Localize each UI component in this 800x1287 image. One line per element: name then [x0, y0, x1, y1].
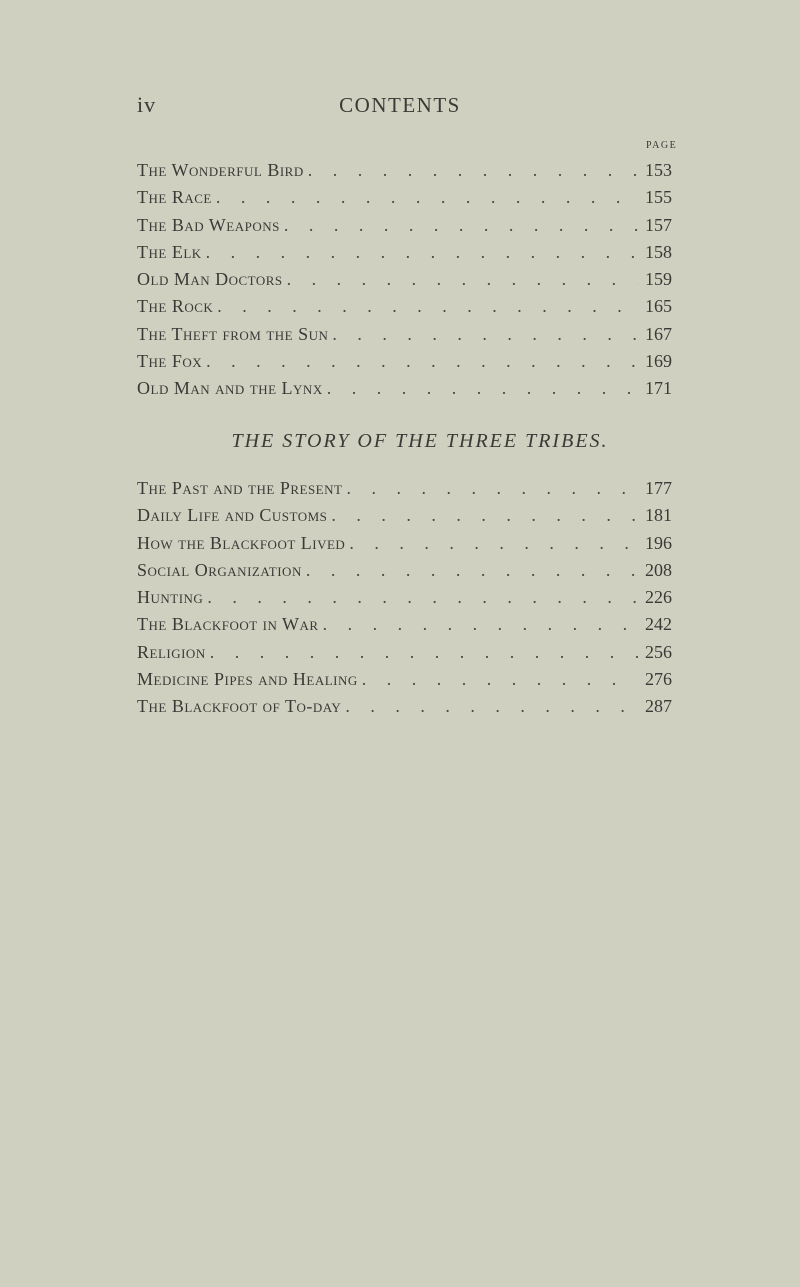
toc-entry[interactable]	[137, 530, 672, 557]
toc-entry[interactable]	[137, 266, 672, 293]
toc-entry-page: 276	[645, 669, 672, 690]
toc-entry-page: 158	[645, 241, 672, 262]
toc-entry[interactable]	[137, 584, 672, 611]
toc-entry-title: The Wonderful Bird	[137, 160, 304, 180]
dot-leader	[206, 639, 638, 666]
toc-entry[interactable]	[137, 212, 672, 239]
toc-entry-title: The Rock	[137, 296, 214, 317]
toc-entry-page: 226	[645, 587, 672, 608]
dot-leader	[345, 530, 638, 557]
toc-entry-page: 171	[645, 378, 672, 399]
toc-entry-page: 167	[645, 323, 672, 344]
toc-entry-title: The Bad Weapons	[137, 214, 280, 235]
dot-leader	[342, 475, 638, 502]
toc-entry-page: 153	[645, 160, 672, 180]
toc-entry-page: 155	[645, 187, 672, 208]
toc-entry[interactable]	[137, 557, 672, 584]
toc-entry[interactable]	[137, 157, 672, 184]
dot-leader	[319, 611, 638, 638]
page-folio: iv	[137, 92, 157, 117]
dot-leader	[202, 348, 638, 375]
dot-leader	[213, 293, 638, 320]
toc-entry[interactable]	[137, 666, 672, 693]
section-heading: THE STORY OF THE THREE TRIBES.	[231, 430, 609, 452]
toc-entry[interactable]	[137, 321, 672, 348]
toc-entry-page: 165	[645, 296, 672, 317]
toc-entry-title: How the Blackfoot Lived	[137, 532, 346, 553]
toc-entry-title: Old Man Doctors	[137, 269, 283, 290]
toc-entry[interactable]	[137, 375, 672, 402]
dot-leader	[283, 266, 638, 293]
page-column-label: PAGE	[646, 140, 678, 151]
running-head: CONTENTS	[339, 93, 461, 117]
toc-entry-page: 157	[645, 214, 672, 235]
dot-leader	[203, 584, 638, 611]
toc-entry-page: 208	[645, 559, 672, 580]
toc-entry-title: Hunting	[137, 587, 204, 608]
toc-entry[interactable]	[137, 348, 672, 375]
toc-list-part1	[137, 157, 672, 403]
toc-entry-page: 242	[645, 614, 672, 635]
dot-leader	[202, 239, 638, 266]
toc-entry-page: 159	[645, 269, 672, 290]
dot-leader	[304, 157, 638, 184]
dot-leader	[302, 557, 638, 584]
toc-entry-title: The Theft from the Sun	[137, 323, 329, 344]
toc-entry[interactable]	[137, 293, 672, 320]
dot-leader	[341, 693, 638, 720]
toc-entry[interactable]	[137, 239, 672, 266]
dot-leader	[327, 502, 638, 529]
toc-entry-title: The Elk	[137, 241, 202, 262]
toc-entry[interactable]	[137, 611, 672, 638]
toc-entry-page: 181	[645, 505, 672, 526]
toc-entry[interactable]	[137, 184, 672, 211]
toc-entry[interactable]	[137, 639, 672, 666]
toc-entry-title: The Blackfoot in War	[137, 614, 319, 635]
toc-entry-title: The Fox	[137, 351, 203, 372]
dot-leader	[328, 321, 638, 348]
dot-leader	[280, 212, 638, 239]
toc-entry-page: 169	[645, 351, 672, 372]
toc-entry-page: 177	[645, 478, 672, 498]
toc-entry-page: 287	[645, 696, 672, 717]
dot-leader	[212, 184, 638, 211]
toc-entry-title: Religion	[137, 641, 206, 662]
toc-entry-title: Medicine Pipes and Healing	[137, 669, 358, 690]
toc-entry-title: The Race	[137, 187, 212, 208]
toc-entry-title: Social Organization	[137, 559, 302, 580]
toc-entry-title: The Past and the Present	[137, 478, 343, 498]
toc-entry[interactable]	[137, 693, 672, 720]
toc-entry[interactable]	[137, 475, 672, 502]
dot-leader	[323, 375, 638, 402]
toc-entry-title: Daily Life and Customs	[137, 505, 328, 526]
toc-entry-title: Old Man and the Lynx	[137, 378, 323, 399]
toc-list-part2	[137, 475, 672, 721]
toc-entry-page: 196	[645, 532, 672, 553]
toc-entry-title: The Blackfoot of To-day	[137, 696, 342, 717]
toc-entry-page: 256	[645, 641, 672, 662]
toc-entry[interactable]	[137, 502, 672, 529]
dot-leader	[358, 666, 638, 693]
